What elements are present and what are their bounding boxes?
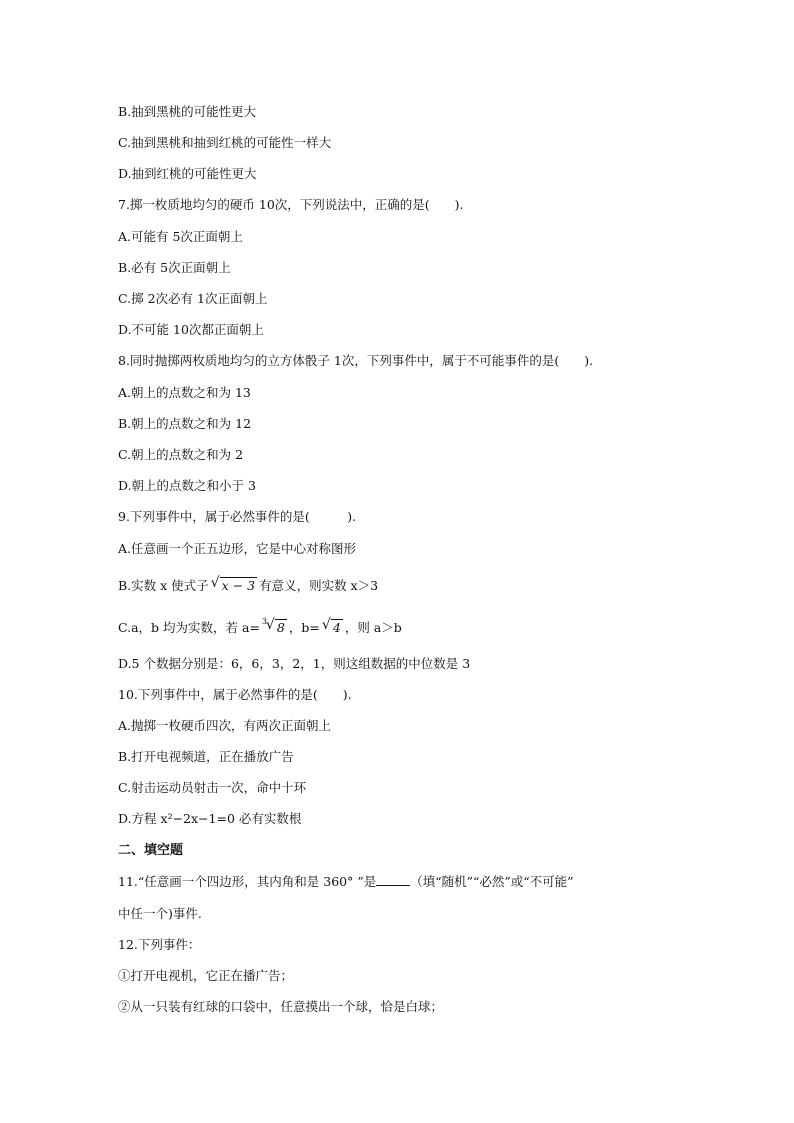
q9-option-d: D.5 个数据分别是：6，6，3，2，1，则这组数据的中位数是 3	[118, 656, 471, 671]
option-d-hearts: D.抽到红桃的可能性更大	[118, 166, 257, 181]
question-9: 9.下列事件中，属于必然事件的是( ).	[118, 509, 357, 524]
answer-blank	[376, 873, 410, 886]
question-12: 12.下列事件：	[118, 937, 201, 952]
radicand: 8	[276, 620, 285, 635]
radical-sign: √	[265, 617, 275, 633]
q11-text-pre: 11.“任意画一个四边形，其内角和是 360° ”是	[118, 874, 377, 889]
cube-root-expression	[261, 617, 287, 637]
q8-option-b: B.朝上的点数之和为 12	[118, 416, 252, 431]
option-b-spades: B.抽到黑桃的可能性更大	[118, 104, 257, 119]
q10-option-c: C.射击运动员射击一次，命中十环	[118, 780, 307, 795]
q12-item-1: ①打开电视机，它正在播广告；	[118, 968, 294, 983]
q7-option-c: C.掷 2次必有 1次正面朝上	[118, 291, 268, 306]
q8-option-a: A.朝上的点数之和为 13	[118, 385, 251, 400]
q9-option-c	[118, 619, 402, 637]
q10-option-d: D.方程 x²−2x−1=0 必有实数根	[118, 811, 302, 826]
q7-option-d: D.不可能 10次都正面朝上	[118, 322, 264, 337]
radicand: 4	[332, 620, 341, 635]
sqrt-expression	[211, 577, 257, 595]
question-10: 10.下列事件中，属于必然事件的是( ).	[118, 687, 352, 702]
question-7: 7.掷一枚质地均匀的硬币 10次，下列说法中，正确的是( ).	[118, 197, 464, 212]
sqrt-expression	[322, 619, 343, 637]
q9-option-b	[118, 577, 378, 595]
question-11-continued: 中任一个)事件.	[118, 906, 202, 921]
question-8: 8.同时抛掷两枚质地均匀的立方体骰子 1次，下列事件中，属于不可能事件的是( ).	[118, 353, 594, 368]
q10-option-b: B.打开电视频道，正在播放广告	[118, 749, 294, 764]
root-index: 3	[261, 617, 268, 626]
q9b-text-pre: B.实数 x 使式子	[118, 578, 209, 593]
q8-option-c: C.朝上的点数之和为 2	[118, 447, 244, 462]
radical-sign: √	[210, 575, 220, 591]
q7-option-b: B.必有 5次正面朝上	[118, 260, 231, 275]
q8-option-d: D.朝上的点数之和小于 3	[118, 478, 256, 493]
q12-item-2: ②从一只装有红球的口袋中，任意摸出一个球，恰是白球；	[118, 999, 444, 1014]
section-heading-fill-in: 二、填空题	[118, 843, 184, 858]
q9-option-a: A.任意画一个正五边形，它是中心对称图形	[118, 541, 357, 556]
q7-option-a: A.可能有 5次正面朝上	[118, 229, 243, 244]
question-11	[118, 873, 574, 891]
radical-sign: √	[321, 617, 331, 633]
q11-text-post: （填“随机”“必然”或“不可能”	[410, 874, 574, 889]
q10-option-a: A.抛掷一枚硬币四次，有两次正面朝上	[118, 718, 332, 733]
radicand: x − 3	[221, 578, 256, 593]
q9c-text-mid: ，b=	[288, 620, 320, 635]
q9b-text-post: 有意义，则实数 x＞3	[259, 578, 379, 593]
option-c-equal: C.抽到黑桃和抽到红桃的可能性一样大	[118, 135, 332, 150]
q9c-text-pre: C.a，b 均为实数，若 a=	[118, 620, 260, 635]
q9c-text-post: ，则 a＞b	[344, 620, 402, 635]
